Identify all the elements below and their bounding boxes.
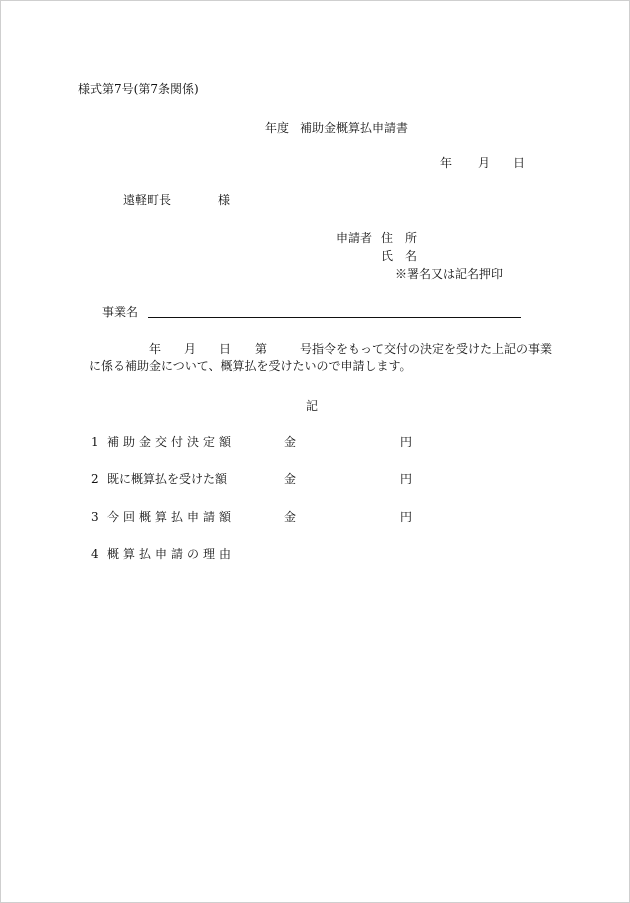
body-year: 年 bbox=[149, 342, 162, 356]
item-3-currency-label: 金 bbox=[284, 510, 297, 524]
item-4-label: 概算払申請の理由 bbox=[107, 547, 236, 561]
form-number: 様式第7号(第7条関係) bbox=[78, 82, 199, 96]
item-3-label: 今回概算払申請額 bbox=[107, 510, 236, 524]
project-name-label: 事業名 bbox=[102, 305, 139, 319]
body-line1-rest: 号指令をもって交付の決定を受けた上記の事業 bbox=[300, 342, 553, 356]
item-2-unit: 円 bbox=[400, 472, 413, 486]
item-3-unit: 円 bbox=[400, 510, 413, 524]
body-dai: 第 bbox=[255, 342, 268, 356]
body-day: 日 bbox=[219, 342, 232, 356]
item-3-number: 3 bbox=[91, 510, 99, 524]
project-name-line bbox=[148, 317, 521, 318]
item-1-label: 補助金交付決定額 bbox=[107, 435, 236, 449]
applicant-name-label: 氏 名 bbox=[381, 249, 418, 263]
title-year-label: 年度 bbox=[265, 121, 290, 135]
addressee-name: 遠軽町長 bbox=[123, 193, 172, 207]
addressee-honorific: 様 bbox=[218, 193, 231, 207]
date-year: 年 bbox=[440, 156, 453, 170]
signature-note: ※署名又は記名押印 bbox=[395, 267, 504, 281]
item-1-unit: 円 bbox=[400, 435, 413, 449]
body-month: 月 bbox=[184, 342, 197, 356]
applicant-label: 申請者 bbox=[336, 231, 373, 245]
applicant-address-label: 住 所 bbox=[381, 231, 418, 245]
body-line2: に係る補助金について、概算払を受けたいので申請します。 bbox=[89, 359, 412, 373]
date-month: 月 bbox=[478, 156, 491, 170]
date-day: 日 bbox=[513, 156, 526, 170]
document-title: 補助金概算払申請書 bbox=[300, 121, 409, 135]
item-2-number: 2 bbox=[91, 472, 99, 486]
item-1-number: 1 bbox=[91, 435, 99, 449]
item-2-currency-label: 金 bbox=[284, 472, 297, 486]
ki-heading: 記 bbox=[306, 399, 319, 413]
item-1-currency-label: 金 bbox=[284, 435, 297, 449]
item-4-number: 4 bbox=[91, 547, 99, 561]
item-2-label: 既に概算払を受けた額 bbox=[107, 472, 228, 486]
